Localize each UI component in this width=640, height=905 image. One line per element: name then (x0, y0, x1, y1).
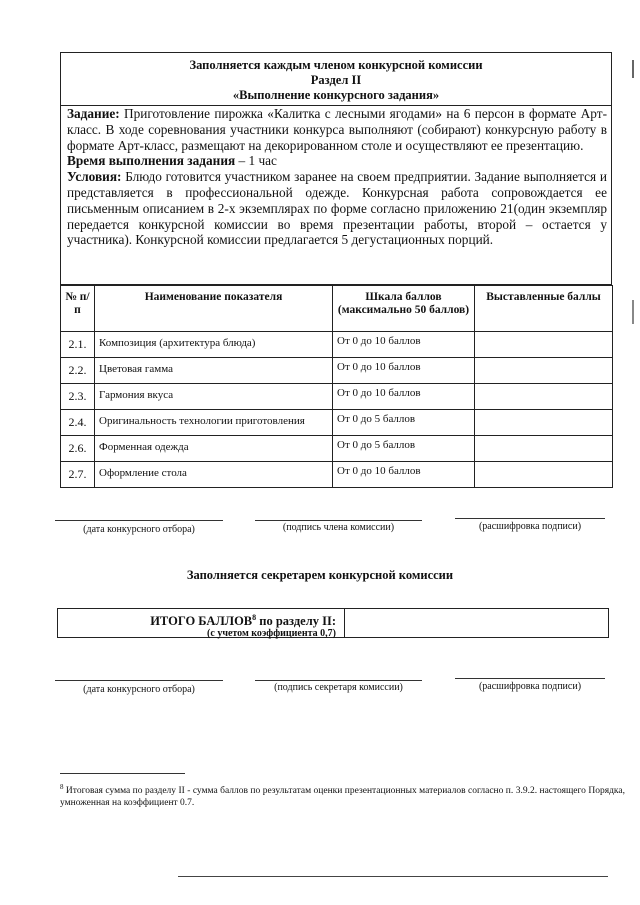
total-value-cell[interactable] (345, 609, 608, 637)
date-label: (дата конкурсного отбора) (83, 684, 195, 695)
table-row (61, 436, 613, 462)
decode-signature-line[interactable] (455, 678, 605, 679)
row-scale: От 0 до 5 баллов (333, 436, 475, 462)
row-score-cell[interactable] (475, 358, 613, 384)
table-row (61, 462, 613, 488)
row-scale: От 0 до 5 баллов (333, 410, 475, 436)
table-header-row (61, 286, 613, 332)
decode-signature-line[interactable] (455, 518, 605, 519)
table-row (61, 332, 613, 358)
row-scale: От 0 до 10 баллов (333, 332, 475, 358)
total-note: (с учетом коэффициента 0,7) (207, 628, 336, 640)
decode-label: (расшифровка подписи) (478, 521, 582, 532)
footnote (60, 781, 625, 809)
scan-mark (632, 300, 634, 324)
footnote-text: Итоговая сумма по разделу II - сумма баллов по результатам оценки презентационных материалов согласно п. 3.9.2. настоящего Порядка, умноженная на коэффициент 0.7. (60, 786, 625, 809)
conditions-text: Блюдо готовится участником заранее на своем предприятии. Задание выполняется и представляется в профессиональной одежде. Конкурсная работа сопровождается ее письменным описанием в 2-х экземплярах по форме согласно приложению 21(один экземпляр передается конкурсной комиссии во время презентации работы, второй – остается у участника). Конкурсной комиссии предлагается 5 дегустационных порций. (67, 169, 607, 248)
row-score-cell[interactable] (475, 384, 613, 410)
decode-label: (расшифровка подписи) (478, 681, 582, 692)
table-row (61, 410, 613, 436)
secretary-sign-label: (подпись секретаря комиссии) (274, 682, 403, 693)
row-name: Цветовая гамма (95, 358, 333, 384)
row-num: 2.2. (61, 358, 95, 384)
row-score-cell[interactable] (475, 410, 613, 436)
row-score-cell[interactable] (475, 436, 613, 462)
row-num: 2.1. (61, 332, 95, 358)
row-name: Оформление стола (95, 462, 333, 488)
header-line-1: Заполняется каждым членом конкурсной комиссии (189, 58, 483, 72)
row-num: 2.6. (61, 436, 95, 462)
date-label: (дата конкурсного отбора) (83, 524, 195, 535)
scan-mark (632, 60, 634, 78)
time-paragraph (67, 153, 607, 169)
header-scale: Шкала баллов (максимально 50 баллов) (333, 286, 475, 332)
total-label-text: ИТОГО БАЛЛОВ (150, 614, 253, 629)
header-line-2: Раздел II (310, 73, 362, 87)
header-num: № п/п (61, 286, 95, 332)
footnote-divider (60, 773, 185, 774)
time-label: Время выполнения задания (67, 153, 236, 169)
total-footnote-mark: 8 (252, 613, 257, 622)
date-signature-line[interactable] (55, 520, 223, 521)
row-name: Оригинальность технологии приготовления (95, 410, 333, 436)
row-scale: От 0 до 10 баллов (333, 384, 475, 410)
row-num: 2.4. (61, 410, 95, 436)
task-paragraph (67, 106, 607, 153)
secretary-title: Заполняется секретарем конкурсной комиссии (186, 568, 454, 582)
time-text: – 1 час (235, 153, 277, 169)
total-label (58, 611, 336, 628)
row-name: Композиция (архитектура блюда) (95, 332, 333, 358)
row-name: Гармония вкуса (95, 384, 333, 410)
table-row (61, 358, 613, 384)
total-box (57, 608, 609, 638)
section-header (60, 52, 612, 106)
task-description (60, 105, 612, 285)
row-score-cell[interactable] (475, 462, 613, 488)
header-scored: Выставленные баллы (475, 286, 613, 332)
row-scale: От 0 до 10 баллов (333, 358, 475, 384)
task-label: Задание: (67, 106, 120, 121)
row-scale: От 0 до 10 баллов (333, 462, 475, 488)
total-label-cell (58, 609, 345, 640)
task-text: Приготовление пирожка «Калитка с лесными ягодами» на 6 персон в формате Арт-класс. В ходе соревнования участники конкурса выполняют (собирают) конкурсную работу в формате Арт-класс, размещают на декорированном столе и осуществляют ее презентацию. (67, 106, 607, 153)
table-row (61, 384, 613, 410)
header-line-3: «Выполнение конкурсного задания» (232, 88, 440, 102)
row-num: 2.3. (61, 384, 95, 410)
scores-table (60, 285, 613, 488)
row-num: 2.7. (61, 462, 95, 488)
row-name: Форменная одежда (95, 436, 333, 462)
row-score-cell[interactable] (475, 332, 613, 358)
header-name: Наименование показателя (95, 286, 333, 332)
conditions-label: Условия: (67, 169, 122, 185)
total-label-suffix: по разделу II: (256, 614, 336, 629)
date-signature-line[interactable] (55, 680, 223, 681)
member-signature-line[interactable] (255, 520, 422, 521)
bottom-divider (178, 876, 608, 877)
member-sign-label: (подпись члена комиссии) (282, 522, 395, 533)
footnote-mark: 8 (60, 783, 64, 791)
conditions-paragraph (67, 169, 607, 248)
secretary-signature-line[interactable] (255, 680, 422, 681)
